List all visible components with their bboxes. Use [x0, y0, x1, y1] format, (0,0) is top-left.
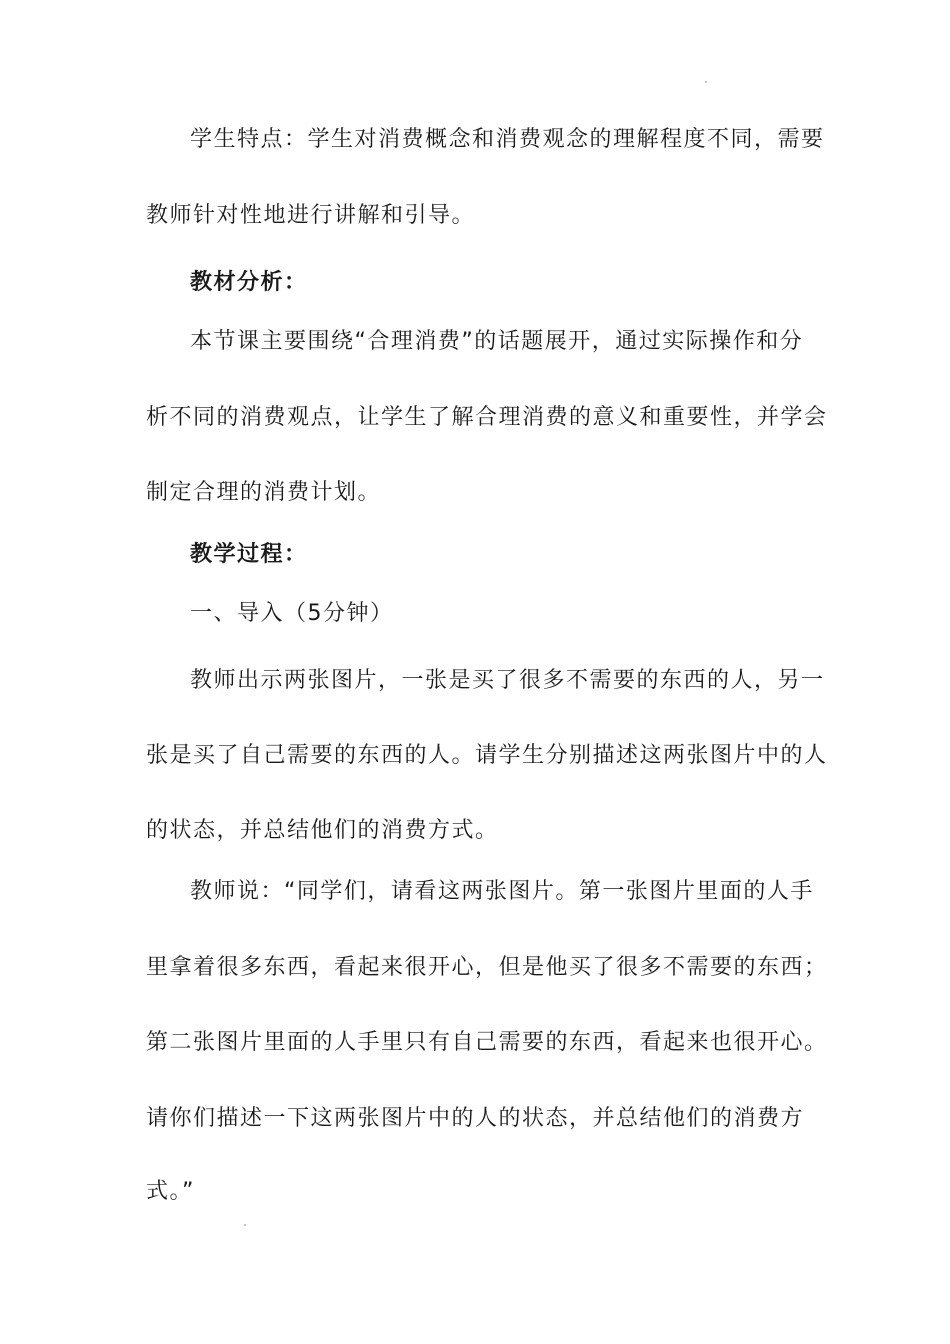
- student-traits-line-2: 教师针对性地进行讲解和引导。: [146, 203, 476, 228]
- textbook-analysis-line-3: 制定合理的消费计划。: [146, 480, 382, 505]
- teacher-quote-line-4: 请你们描述一下这两张图片中的人的状态，并总结他们的消费方: [146, 1106, 805, 1131]
- scan-dot: [705, 81, 707, 83]
- textbook-analysis-heading: 教材分析：: [190, 270, 308, 295]
- teacher-quote-line-2: 里拿着很多东西，看起来很开心，但是他买了很多不需要的东西；: [146, 955, 828, 980]
- teaching-process-heading: 教学过程：: [190, 542, 308, 567]
- textbook-analysis-line-2: 析不同的消费观点，让学生了解合理消费的意义和重要性，并学会: [146, 405, 828, 430]
- intro-paragraph-line-1: 教师出示两张图片，一张是买了很多不需要的东西的人，另一: [190, 668, 825, 693]
- teacher-quote-line-5: 式。”: [146, 1179, 195, 1204]
- scan-dot: [244, 1224, 246, 1226]
- teacher-quote-line-3: 第二张图片里面的人手里只有自己需要的东西，看起来也很开心。: [146, 1030, 828, 1055]
- intro-paragraph-line-3: 的状态，并总结他们的消费方式。: [146, 818, 499, 843]
- textbook-analysis-line-1: 本节课主要围绕“合理消费”的话题展开，通过实际操作和分: [190, 329, 804, 354]
- student-traits-line-1: 学生特点：学生对消费概念和消费观念的理解程度不同，需要: [190, 127, 825, 152]
- intro-paragraph-line-2: 张是买了自己需要的东西的人。请学生分别描述这两张图片中的人: [146, 743, 828, 768]
- teacher-quote-line-1: 教师说：“同学们，请看这两张图片。第一张图片里面的人手: [190, 879, 814, 904]
- intro-section-heading: 一、导入（5分钟）: [190, 601, 394, 626]
